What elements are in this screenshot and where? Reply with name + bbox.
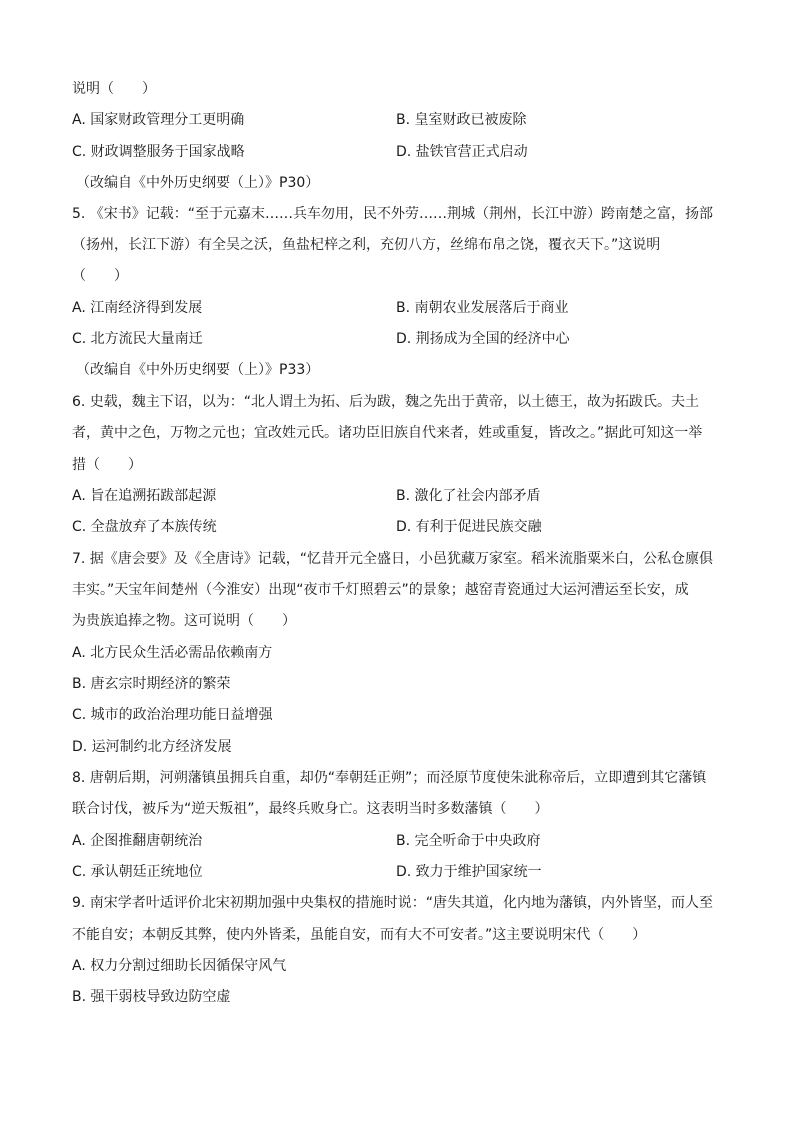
q9-option-a: A. 权力分割过细助长因循保守风气	[72, 958, 287, 974]
q5-stem-line-3: （ ）	[72, 268, 128, 284]
q6-option-b: B. 激化了社会内部矛盾	[396, 488, 541, 504]
q4-option-c: C. 财政调整服务于国家战略	[72, 144, 245, 160]
q4-option-d: D. 盐铁官营正式启动	[396, 144, 528, 160]
q6-stem-line-3: 措（ ）	[72, 457, 142, 473]
q9-option-b: B. 强干弱枝导致边防空虚	[72, 989, 231, 1005]
q7-stem-line-2: 丰实。”天宝年间楚州（今淮安）出现“夜市千灯照碧云”的景象；越窑青瓷通过大运河漕运至长安，成	[72, 582, 689, 598]
q6-option-d: D. 有利于促进民族交融	[396, 519, 542, 535]
q5-option-d: D. 荆扬成为全国的经济中心	[396, 331, 570, 347]
q8-option-c: C. 承认朝廷正统地位	[72, 864, 203, 880]
q5-option-b: B. 南朝农业发展落后于商业	[396, 300, 569, 316]
q8-option-b: B. 完全听命于中央政府	[396, 833, 541, 849]
q7-stem-line-3: 为贵族追捧之物。这可说明（ ）	[72, 613, 296, 629]
q5-option-c: C. 北方流民大量南迁	[72, 331, 203, 347]
q6-option-a: A. 旨在追溯拓跋部起源	[72, 488, 217, 504]
q7-option-b: B. 唐玄宗时期经济的繁荣	[72, 676, 231, 692]
q8-stem-line-1: 8. 唐朝后期，河朔藩镇虽拥兵自重，却仍“奉朝廷正朔”；而泾原节度使朱泚称帝后，立即遭到其它藩镇	[72, 770, 707, 786]
q6-option-c: C. 全盘放弃了本族传统	[72, 519, 217, 535]
q9-stem-line-2: 不能自安；本朝反其弊，使内外皆柔，虽能自安，而有大不可安者。”这主要说明宋代（ ）	[72, 927, 647, 943]
q4-option-a: A. 国家财政管理分工更明确	[72, 112, 245, 128]
q7-stem-line-1: 7. 据《唐会要》及《全唐诗》记载，“忆昔开元全盛日，小邑犹藏万家室。稻米流脂粟米白，公私仓廪俱	[72, 551, 714, 567]
q5-stem-line-2: （扬州，长江下游）有全吴之沃，鱼盐杞梓之利，充仞八方，丝绵布帛之饶，覆衣天下。”这说明	[72, 237, 661, 253]
q7-option-d: D. 运河制约北方经济发展	[72, 739, 232, 755]
q4-option-b: B. 皇室财政已被废除	[396, 112, 527, 128]
q5-source-note: （改编自《中外历史纲要（上）》P33）	[76, 362, 320, 378]
q7-option-a: A. 北方民众生活必需品依赖南方	[72, 645, 273, 661]
q6-stem-line-1: 6. 史载，魏主下诏，以为：“北人谓土为拓、后为跋，魏之先出于黄帝，以土德王，故为拓跋氏。夫土	[72, 394, 700, 410]
q5-option-a: A. 江南经济得到发展	[72, 300, 203, 316]
q5-stem-line-1: 5. 《宋书》记载：“至于元嘉末……兵车勿用，民不外劳……荆城（荆州，长江中游）跨南楚之富，扬部	[72, 206, 714, 222]
q9-stem-line-1: 9. 南宋学者叶适评价北宋初期加强中央集权的措施时说：“唐失其道，化内地为藩镇，内外皆坚，而人至	[72, 895, 714, 911]
q4-source-note: （改编自《中外历史纲要（上）》P30）	[76, 175, 320, 191]
q4-stem-tail: 说明（ ）	[72, 81, 156, 97]
q8-option-d: D. 致力于维护国家统一	[396, 864, 542, 880]
q8-stem-line-2: 联合讨伐，被斥为“逆天叛祖”，最终兵败身亡。这表明当时多数藩镇（ ）	[72, 801, 549, 817]
q7-option-c: C. 城市的政治治理功能日益增强	[72, 707, 273, 723]
q8-option-a: A. 企图推翻唐朝统治	[72, 833, 203, 849]
q6-stem-line-2: 者，黄中之色，万物之元也；宜改姓元氏。诸功臣旧族自代来者，姓或重复，皆改之。”据此可知这一举	[72, 425, 703, 441]
